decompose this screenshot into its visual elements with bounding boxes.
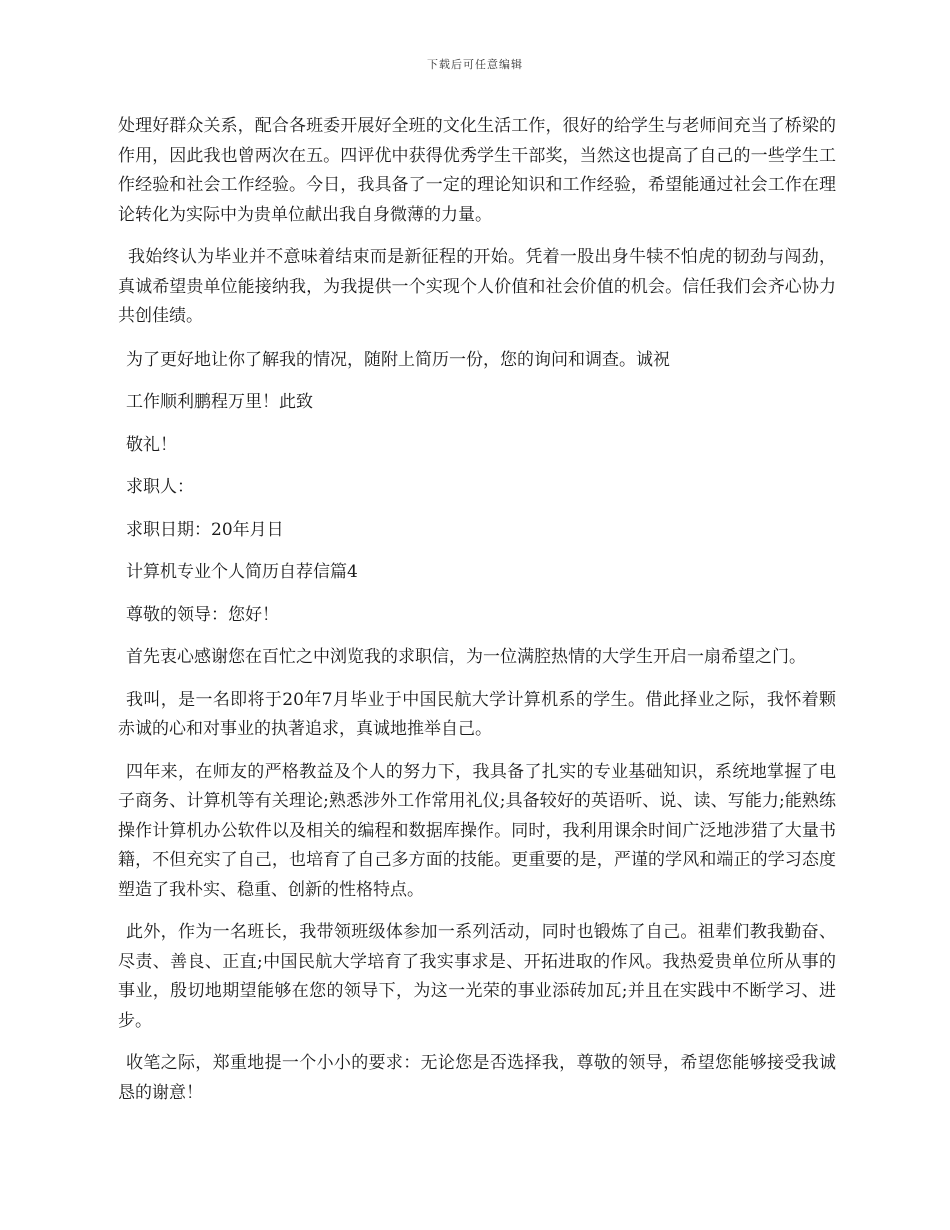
paragraph-5: 敬礼！ [126, 434, 177, 455]
paragraph-6: 求职人： [126, 477, 194, 497]
paragraph-2: 我始终认为毕业并不意味着结束而是新征程的开始。凭着一股出身牛犊不怕虎的韧劲与闯劲，真诚希望贵单位能接纳我，为我提供一个实现个人价值和社会价值的机会。信任我们会齐心协力共创佳绩。 [118, 247, 836, 326]
page-header: 下载后可任意编辑 [427, 58, 523, 71]
salutation: 尊敬的领导：您好！ [126, 604, 279, 625]
paragraph-14: 收笔之际，郑重地提一个小小的要求：无论您是否选择我，尊敬的领导，希望您能够接受我诚恳的谢意！ [118, 1053, 836, 1103]
paragraph-1: 处理好群众关系，配合各班委开展好全班的文化生活工作，很好的给学生与老师间充当了桥梁的作用，因此我也曾两次在五。四评优中获得优秀学生干部奖，当然这也提高了自己的一些学生工作经验和社会工作经验。今日，我具备了一定的理论知识和工作经验，希望能通过社会工作在理论转化为实际中为贵单位献出我自身微薄的力量。 [118, 116, 836, 225]
paragraph-4: 工作顺利鹏程万里！此致 [126, 392, 313, 412]
paragraph-11: 我叫，是一名即将于20年7月毕业于中国民航大学计算机系的学生。借此择业之际，我怀着颗赤诚的心和对事业的执著追求，真诚地推举自己。 [118, 689, 836, 739]
paragraph-7: 求职日期：20年月日 [126, 519, 284, 540]
paragraph-3: 为了更好地让你了解我的情况，随附上简历一份，您的询问和调查。诚祝 [126, 349, 670, 370]
paragraph-12: 四年来，在师友的严格教益及个人的努力下，我具备了扎实的专业基础知识，系统地掌握了电子商务、计算机等有关理论;熟悉涉外工作常用礼仪;具备较好的英语听、说、读、写能力;能熟练操作计算机办公软件以及相关的编程和数据库操作。同时，我利用课余时间广泛地涉猎了大量书籍，不但充实了自己，也培育了自己多方面的技能。更重要的是，严谨的学风和端正的学习态度塑造了我朴实、稳重、创新的性格特点。 [118, 761, 836, 900]
paragraph-10: 首先衷心感谢您在百忙之中浏览我的求职信，为一位满腔热情的大学生开启一扇希望之门。 [126, 647, 806, 667]
section-title: 计算机专业个人简历自荐信篇4 [126, 562, 358, 582]
paragraph-13: 此外，作为一名班长，我带领班级体参加一系列活动，同时也锻炼了自己。祖辈们教我勤奋、尽责、善良、正直;中国民航大学培育了我实事求是、开拓进取的作风。我热爱贵单位所从事的事业，殷切地期望能够在您的领导下，为这一光荣的事业添砖加瓦;并且在实践中不断学习、进步。 [118, 922, 836, 1031]
document-body [118, 112, 836, 1108]
